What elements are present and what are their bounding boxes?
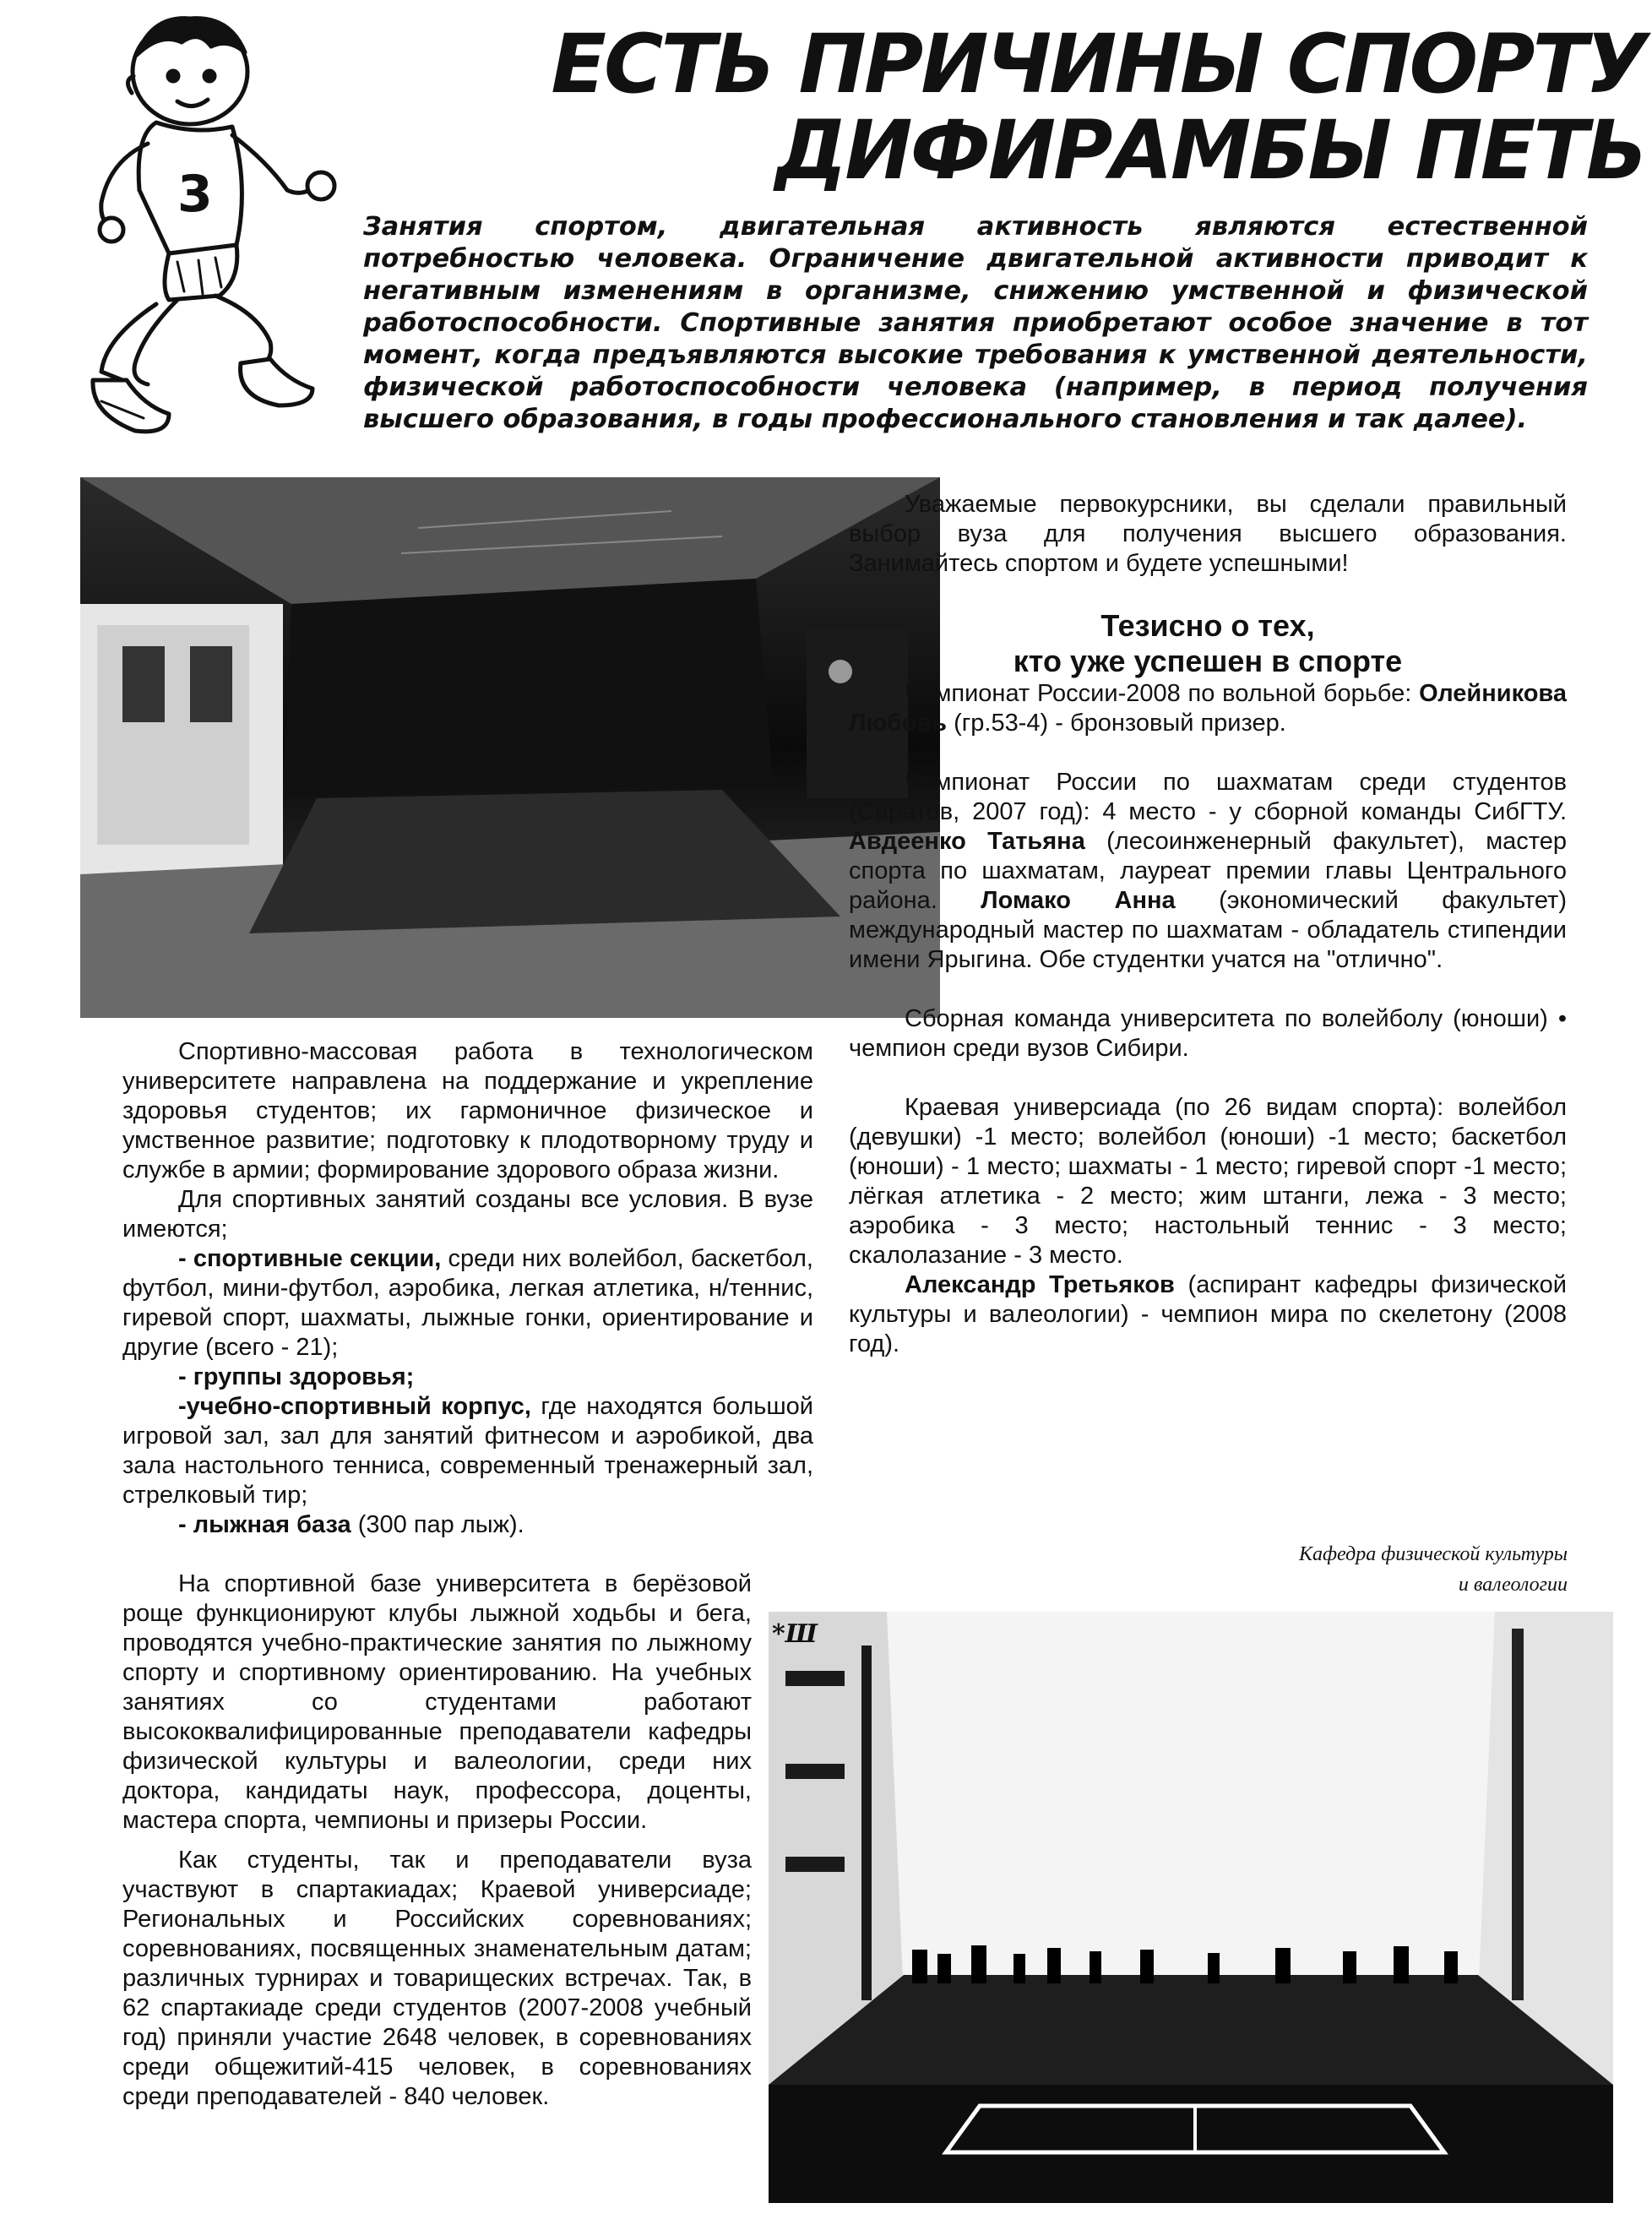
signature-line-1: Кафедра физической культуры xyxy=(1299,1543,1568,1565)
left-column xyxy=(122,1037,813,1540)
section-heading-line-2: кто уже успешен в спорте xyxy=(1013,644,1403,678)
headline-line-1: ЕСТЬ ПРИЧИНЫ СПОРТУ xyxy=(551,17,1645,112)
achievement-skeleton-text: (аспирант кафедры физической культуры и валеологии) - чемпион мира по скелетону (2008 год). xyxy=(849,1271,1567,1357)
list-item-building-text: где находятся большой игровой зал, зал для занятий фитнесом и аэробикой, два зала настольного тенниса, современный тренажерный зал, стрелковый тир; xyxy=(122,1393,813,1509)
achievement-chess-text: Чемпионат России по шахматам среди студентов (Саратов, 2007 год): 4 место - у сборной команды СибГТУ. xyxy=(849,769,1567,825)
list-item-sections xyxy=(122,1244,813,1363)
photo-corridor-image xyxy=(80,477,940,1018)
achievement-wrestling xyxy=(849,679,1567,738)
achievement-volleyball: Сборная команда университета по волейболу (юноши) • чемпион среди вузов Сибири. xyxy=(849,1005,1567,1062)
achievement-wrestling-result: (гр.53-4) - бронзовый призер. xyxy=(947,710,1286,737)
list-item-ski-base-label: - лыжная база xyxy=(178,1511,351,1538)
signature xyxy=(1299,1539,1568,1600)
photo-gym-image xyxy=(769,1612,1613,2203)
achievement-chess xyxy=(849,768,1567,975)
list-item-ski-base-text: (300 пар лыж). xyxy=(351,1511,524,1538)
photo-sports-hall-corridor xyxy=(80,477,940,1018)
achievement-chess-text-2: (лесоинженерный факультет), мастер спорта по шахматам, лауреат премии главы Центрального района. xyxy=(849,828,1567,914)
athlete-name-lomako: Ломако Анна xyxy=(981,887,1176,914)
athlete-name-avdeenko: Авдеенко Татьяна xyxy=(849,828,1085,855)
achievement-skeleton xyxy=(849,1270,1567,1359)
left-column-lower xyxy=(122,1569,752,2112)
list-item-building-label: -учебно-спортивный корпус, xyxy=(178,1393,531,1420)
left-paragraph-2: Для спортивных занятий созданы все условия. В вузе имеются; xyxy=(122,1186,813,1243)
intro-paragraph: Уважаемые первокурсники, вы сделали правильный выбор вуза для получения высшего образования. Занимайтесь спортом и будете успешными! xyxy=(849,491,1567,577)
left-paragraph-1: Спортивно-массовая работа в технологическом университете направлена на поддержание и укрепление здоровья студентов; их гармоничное физическое и умственное развитие; подготовку к плодотворному труду и службе в армии; формирование здорового образа жизни. xyxy=(122,1038,813,1183)
list-item-ski-base xyxy=(122,1510,813,1540)
photo-gym-hall xyxy=(769,1612,1613,2203)
left-paragraph-competitions: Как студенты, так и преподаватели вуза участвуют в спартакиадах; Краевой универсиаде; Региональных и Российских соревнованиях; соревнованиях, посвященных знаменательным датам; различных турнирах и товарищеских встречах. Так, в 62 спартакиаде среди студентов (2007-2008 учебный год) приняли участие 2648 человек, в соревнованиях среди общежитий-415 человек, в соревнованиях среди преподавателей - 840 человек. xyxy=(122,1847,752,2110)
svg-text:3: 3 xyxy=(177,165,213,224)
section-heading-line-1: Тезисно о тех, xyxy=(1100,608,1315,643)
achievement-chess-text-3: (экономический факультет) международный мастер по шахматам - обладатель стипендии имени Ярыгина. Обе студентки учатся на "отлично". xyxy=(849,887,1567,973)
right-column xyxy=(849,490,1567,1359)
list-item-sections-text: среди них волейбол, баскетбол, футбол, мини-футбол, аэробика, легкая атлетика, н/теннис, гиревой спорт, шахматы, лыжные гонки, ориентирование и другие (всего - 21); xyxy=(122,1245,813,1361)
achievement-universiade: Краевая универсиада (по 26 видам спорта): волейбол (девушки) -1 место; волейбол (юноши) -1 место; баскетбол (юноши) - 1 место; шахматы - 1 место; гиревой спорт -1 место; лёгкая атлетика - 2 место; жим штанги, лежа - 3 место; аэробика - 3 место; настольный теннис - 3 место; скалолазание - 3 место. xyxy=(849,1094,1567,1269)
list-item-building xyxy=(122,1392,813,1510)
photo-corner-mark: *Ш xyxy=(772,1619,818,1649)
list-item-health-groups-label: - группы здоровья; xyxy=(178,1363,415,1390)
running-boy-illustration xyxy=(42,8,338,448)
left-paragraph-ski: На спортивной базе университета в берёзовой роще функционируют клубы лыжной ходьбы и бега, проводятся учебно-практические занятия по лыжному спорту и спортивному ориентированию. На учебных занятиях со студентами работают высококвалифицированные преподаватели кафедры физической культуры и валеологии, среди них доктора, кандидаты наук, профессора, доценты, мастера спорта, чемпионы и призеры России. xyxy=(122,1570,752,1834)
athlete-name-tretyakov: Александр Третьяков xyxy=(905,1271,1175,1298)
achievement-wrestling-text: Чемпионат России-2008 по вольной борьбе: xyxy=(905,680,1412,707)
signature-line-2: и валеологии xyxy=(1458,1574,1568,1596)
section-heading xyxy=(849,608,1567,679)
list-item-sections-label: - спортивные секции, xyxy=(178,1245,442,1272)
headline-line-2: ДИФИРАМБЫ ПЕТЬ xyxy=(774,103,1645,198)
list-item-health-groups xyxy=(122,1363,813,1392)
athlete-name-oleynikova: Олейникова Любовь xyxy=(849,680,1567,737)
lead-paragraph: Занятия спортом, двигательная активность являются естественной потребностью человека. Ограничение двигательной активности приводит к негативным изменениям в организме, снижению умственной и физической работоспособности. Спортивные занятия приобретают особое значение в тот момент, когда предъявляются высокие требования к умственной деятельности, физической работоспособности человека (например, в период получения высшего образования, в годы профессионального становления и так далее). xyxy=(363,212,1588,434)
